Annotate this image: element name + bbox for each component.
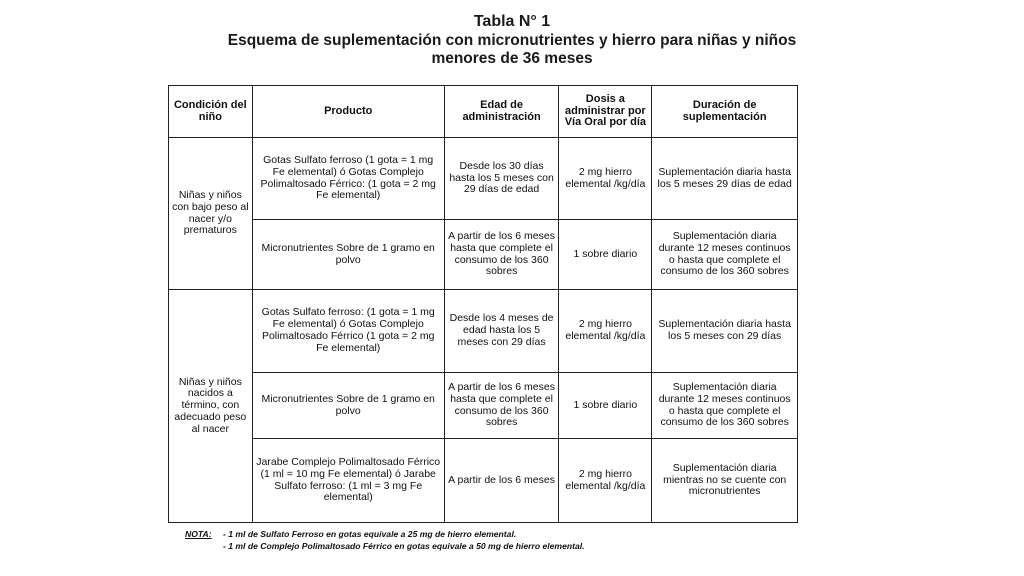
- condition-cell: Niñas y niños con bajo peso al nacer y/o prematuros: [169, 138, 253, 290]
- supplementation-table: [168, 85, 798, 523]
- duration-cell: Suplementación diaria hasta los 5 meses 29 días de edad: [652, 138, 798, 220]
- duration-cell: Suplementación diaria durante 12 meses continuos o hasta que complete el consumo de los 360 sobres: [652, 220, 798, 290]
- product-cell: Micronutrientes Sobre de 1 gramo en polvo: [252, 220, 444, 290]
- table-row: [169, 373, 798, 439]
- note-line1: - 1 ml de Sulfato Ferroso en gotas equivale a 25 mg de hierro elemental.: [223, 529, 517, 539]
- product-cell: Micronutrientes Sobre de 1 gramo en polvo: [252, 373, 444, 439]
- age-cell: Desde los 30 días hasta los 5 meses con 29 días de edad: [444, 138, 559, 220]
- header-product: Producto: [252, 86, 444, 138]
- age-cell: Desde los 4 meses de edad hasta los 5 meses con 29 días: [444, 290, 559, 373]
- age-cell: A partir de los 6 meses: [444, 439, 559, 523]
- table-row: [169, 138, 798, 220]
- product-cell: Jarabe Complejo Polimaltosado Férrico (1 ml = 10 mg Fe elemental) ó Jarabe Sulfato ferroso: (1 ml = 3 mg Fe elemental): [252, 439, 444, 523]
- table-row: [169, 290, 798, 373]
- header-condition: Condición del niño: [169, 86, 253, 138]
- table-row: [169, 439, 798, 523]
- age-cell: A partir de los 6 meses hasta que complete el consumo de los 360 sobres: [444, 220, 559, 290]
- product-cell: Gotas Sulfato ferroso (1 gota = 1 mg Fe elemental) ó Gotas Complejo Polimaltosado Férrico: (1 gota = 2 mg Fe elemental): [252, 138, 444, 220]
- table-subtitle-line1: Esquema de suplementación con micronutrientes y hierro para niñas y niños: [227, 32, 797, 49]
- note-label: NOTA:: [185, 529, 212, 539]
- duration-cell: Suplementación diaria mientras no se cuente con micronutrientes: [652, 439, 798, 523]
- table-note: [185, 529, 585, 552]
- table-row: [169, 220, 798, 290]
- header-age: Edad de administración: [444, 86, 559, 138]
- table-subtitle-line2: menores de 36 meses: [431, 50, 593, 67]
- dose-cell: 2 mg hierro elemental /kg/día: [559, 138, 652, 220]
- dose-cell: 1 sobre diario: [559, 220, 652, 290]
- header-duration: Duración de suplementación: [652, 86, 798, 138]
- note-line2: - 1 ml de Complejo Polimaltosado Férrico en gotas equivale a 50 mg de hierro elemental.: [223, 540, 585, 551]
- dose-cell: 1 sobre diario: [559, 373, 652, 439]
- condition-cell: Niñas y niños nacidos a término, con adecuado peso al nacer: [169, 290, 253, 523]
- duration-cell: Suplementación diaria durante 12 meses continuos o hasta que complete el consumo de los 360 sobres: [652, 373, 798, 439]
- age-cell: A partir de los 6 meses hasta que complete el consumo de los 360 sobres: [444, 373, 559, 439]
- table-title: Tabla N° 1: [473, 13, 551, 30]
- product-cell: Gotas Sulfato ferroso: (1 gota = 1 mg Fe elemental) ó Gotas Complejo Polimaltosado Férrico (1 gota = 2 mg Fe elemental): [252, 290, 444, 373]
- dose-cell: 2 mg hierro elemental /kg/día: [559, 290, 652, 373]
- header-row: [169, 86, 798, 138]
- duration-cell: Suplementación diaria hasta los 5 meses con 29 días: [652, 290, 798, 373]
- header-dose: Dosis a administrar por Vía Oral por día: [559, 86, 652, 138]
- dose-cell: 2 mg hierro elemental /kg/día: [559, 439, 652, 523]
